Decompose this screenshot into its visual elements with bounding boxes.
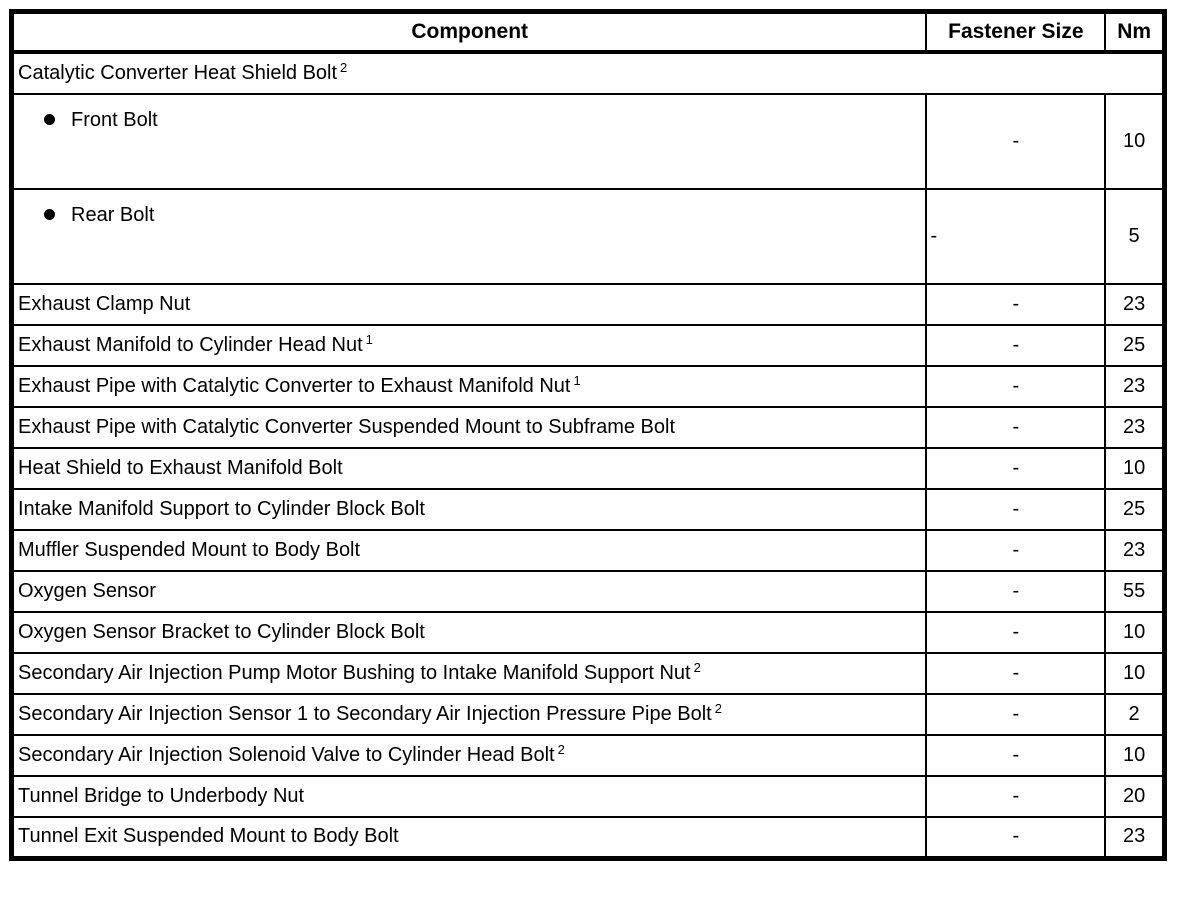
component-cell — [12, 817, 927, 858]
component-label: Rear Bolt — [71, 204, 155, 226]
table-header-row — [12, 12, 1165, 53]
bullet-icon — [44, 209, 55, 220]
nm-value-cell: 23 — [1105, 530, 1164, 571]
fastener-size-cell: - — [926, 489, 1105, 530]
component-cell — [12, 189, 927, 284]
nm-value-cell: 10 — [1105, 612, 1164, 653]
fastener-size-cell: - — [926, 776, 1105, 817]
nm-value-cell: 10 — [1105, 735, 1164, 776]
table-row — [12, 489, 1165, 530]
nm-value-cell: 23 — [1105, 817, 1164, 858]
component-label: Exhaust Clamp Nut — [18, 293, 191, 315]
torque-spec-table — [9, 9, 1167, 861]
footnote-marker: 2 — [714, 701, 722, 716]
table-row — [12, 530, 1165, 571]
bullet-icon — [44, 114, 55, 125]
component-label: Front Bolt — [71, 109, 158, 131]
column-header-nm: Nm — [1105, 12, 1164, 53]
fastener-size-cell: - — [926, 653, 1105, 694]
table-row — [12, 653, 1165, 694]
component-label: Oxygen Sensor Bracket to Cylinder Block Bolt — [18, 621, 425, 643]
table-row — [12, 366, 1165, 407]
component-label: Tunnel Bridge to Underbody Nut — [18, 785, 305, 807]
table-row — [12, 284, 1165, 325]
component-cell — [12, 407, 927, 448]
component-cell — [12, 653, 927, 694]
table-row — [12, 735, 1165, 776]
table-row — [12, 189, 1165, 284]
component-cell — [12, 735, 927, 776]
component-label: Exhaust Pipe with Catalytic Converter to Exhaust Manifold Nut — [18, 375, 571, 397]
nm-value-cell: 10 — [1105, 448, 1164, 489]
table-row — [12, 325, 1165, 366]
table-row — [12, 571, 1165, 612]
fastener-size-cell: - — [926, 189, 1105, 284]
component-cell — [12, 694, 927, 735]
component-cell — [12, 325, 927, 366]
component-cell — [12, 530, 927, 571]
table-row — [12, 94, 1165, 189]
nm-value-cell: 10 — [1105, 653, 1164, 694]
component-cell — [12, 94, 927, 189]
component-label: Tunnel Exit Suspended Mount to Body Bolt — [18, 825, 399, 848]
table-row — [12, 694, 1165, 735]
table-row — [12, 776, 1165, 817]
fastener-size-cell: - — [926, 366, 1105, 407]
component-label: Intake Manifold Support to Cylinder Block Bolt — [18, 498, 425, 520]
footnote-marker: 2 — [557, 742, 565, 757]
footnote-marker: 1 — [573, 373, 581, 388]
nm-value-cell: 5 — [1105, 189, 1164, 284]
component-cell — [12, 776, 927, 817]
fastener-size-cell: - — [926, 284, 1105, 325]
nm-value-cell: 20 — [1105, 776, 1164, 817]
component-label: Secondary Air Injection Pump Motor Bushing to Intake Manifold Support Nut — [18, 662, 691, 684]
component-cell — [12, 52, 1165, 94]
component-label: Muffler Suspended Mount to Body Bolt — [18, 539, 361, 561]
column-header-fastener-size: Fastener Size — [926, 12, 1105, 53]
fastener-size-cell: - — [926, 94, 1105, 189]
component-cell — [12, 366, 927, 407]
table-row — [12, 448, 1165, 489]
nm-value-cell: 23 — [1105, 407, 1164, 448]
footnote-marker: 2 — [340, 60, 348, 75]
component-cell — [12, 448, 927, 489]
nm-value-cell: 25 — [1105, 489, 1164, 530]
component-label: Exhaust Manifold to Cylinder Head Nut — [18, 334, 363, 356]
nm-value-cell: 2 — [1105, 694, 1164, 735]
component-label: Catalytic Converter Heat Shield Bolt — [18, 62, 338, 84]
nm-value-cell: 10 — [1105, 94, 1164, 189]
footnote-marker: 1 — [365, 332, 373, 347]
nm-value-cell: 55 — [1105, 571, 1164, 612]
table-row — [12, 407, 1165, 448]
fastener-size-cell: - — [926, 571, 1105, 612]
fastener-size-cell: - — [926, 325, 1105, 366]
nm-value-cell: 25 — [1105, 325, 1164, 366]
component-cell — [12, 612, 927, 653]
table-row — [12, 52, 1165, 94]
fastener-size-cell: - — [926, 407, 1105, 448]
component-cell — [12, 284, 927, 325]
table-row — [12, 817, 1165, 858]
column-header-component: Component — [12, 12, 927, 53]
nm-value-cell: 23 — [1105, 366, 1164, 407]
fastener-size-cell: - — [926, 694, 1105, 735]
nm-value-cell: 23 — [1105, 284, 1164, 325]
table-row — [12, 612, 1165, 653]
fastener-size-cell: - — [926, 530, 1105, 571]
fastener-size-cell: - — [926, 612, 1105, 653]
footnote-marker: 2 — [693, 660, 701, 675]
fastener-size-cell: - — [926, 817, 1105, 858]
component-label: Secondary Air Injection Sensor 1 to Secondary Air Injection Pressure Pipe Bolt — [18, 703, 712, 725]
component-cell — [12, 571, 927, 612]
fastener-size-cell: - — [926, 448, 1105, 489]
fastener-size-cell: - — [926, 735, 1105, 776]
component-label: Secondary Air Injection Solenoid Valve to Cylinder Head Bolt — [18, 744, 555, 766]
component-label: Exhaust Pipe with Catalytic Converter Suspended Mount to Subframe Bolt — [18, 416, 676, 438]
component-cell — [12, 489, 927, 530]
component-label: Heat Shield to Exhaust Manifold Bolt — [18, 457, 343, 479]
component-label: Oxygen Sensor — [18, 580, 156, 602]
